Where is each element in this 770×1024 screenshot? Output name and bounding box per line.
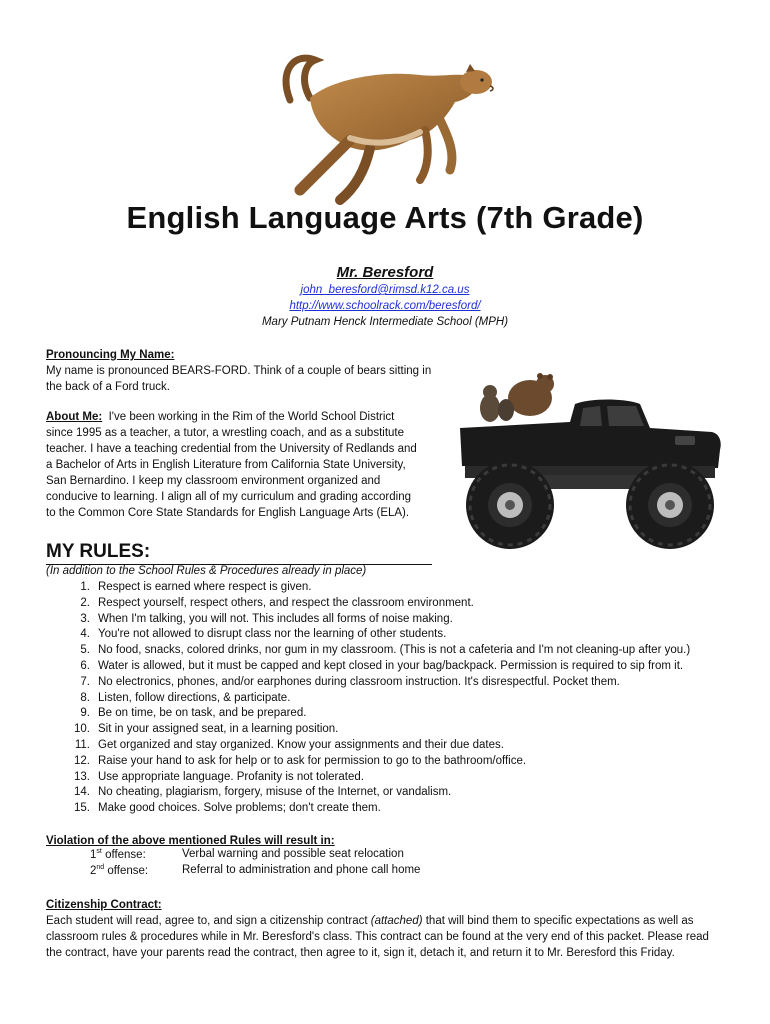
rule-item [46,738,746,754]
teacher-website-link[interactable]: http://www.schoolrack.com/beresford/ [289,300,481,312]
offense-label-text: offense: [105,848,146,861]
rule-text: Listen, follow directions, & participate. [98,691,291,704]
second-offense-result: Referral to administration and phone call home [182,864,421,876]
citizenship-emphasis: (attached) [370,915,423,927]
rule-text: Use appropriate language. Profanity is not tolerated. [98,770,364,783]
first-offense-result: Verbal warning and possible seat relocation [182,848,404,860]
rule-text: Be on time, be on task, and be prepared. [98,707,307,720]
rule-item [46,722,746,738]
rule-item [46,770,746,786]
rule-item [46,612,746,628]
first-offense-label [90,848,182,861]
about-line: San Bernardino. I keep my classroom environment organized and [46,475,381,487]
rule-number: 2. [80,596,90,609]
rule-item [46,801,746,817]
rule-item [46,754,746,770]
rule-item [46,675,746,691]
rule-number: 12. [74,754,90,767]
citizenship-section [46,897,746,961]
citizenship-line: the contract, have your parents read the contract, then agree to it, sign it, detach it, and return it to Mr. Beresford this Friday. [46,947,675,959]
rule-item [46,627,746,643]
about-heading: About Me: [46,411,103,423]
rule-number: 9. [80,707,90,720]
pronouncing-line: the back of a Ford truck. [46,381,171,393]
offense-ordinal: nd [96,864,105,871]
rule-number: 15. [74,802,90,815]
offense-number: 1 [90,848,97,861]
monster-truck-image [450,370,730,555]
about-line: to the Common Core State Standards for English Language Arts (ELA). [46,507,410,519]
citizenship-text: Each student will read, agree to, and sign a citizenship contract [46,915,371,927]
rule-number: 5. [80,644,90,657]
rule-item [46,691,746,707]
page-title: English Language Arts (7th Grade) [126,200,644,235]
about-section [46,409,446,521]
rule-text: Respect yourself, respect others, and respect the classroom environment. [98,596,474,609]
teacher-name: Mr. Beresford [336,264,434,281]
rules-subtitle: (In addition to the School Rules & Procedures already in place) [46,565,367,577]
rules-list [46,580,746,817]
pronouncing-heading: Pronouncing My Name: [46,349,175,361]
rule-item [46,580,746,596]
rule-item [46,706,746,722]
rule-number: 10. [74,723,90,736]
rule-number: 4. [80,628,90,641]
rule-text: Make good choices. Solve problems; don't create them. [98,802,381,815]
rule-text: Respect is earned where respect is given. [98,581,312,593]
rule-item [46,659,746,675]
citizenship-line: classroom rules & procedures while in Mr. Beresford's class. This contract can be found at the very end of this packet. Please read [46,931,709,943]
about-line: teacher. I have a teaching credential from the University of Redlands and [46,443,417,455]
teacher-email-link[interactable]: john_beresford@rimsd.k12.ca.us [300,284,470,296]
rule-number: 8. [80,691,90,704]
offense-label-text: offense: [107,864,149,877]
second-offense-row [90,864,420,877]
rule-item [46,643,746,659]
cougar-image [270,40,500,210]
second-offense-label [90,864,182,877]
rules-title: MY RULES: [46,540,432,565]
offense-number: 2 [90,864,97,877]
rule-number: 11. [74,738,90,751]
rule-text: When I'm talking, you will not. This includes all forms of noise making. [98,612,453,625]
rule-text: Water is allowed, but it must be capped and kept closed in your bag/backpack. Permission is required to sip from it. [98,659,684,672]
rule-text: Sit in your assigned seat, in a learning position. [98,723,339,736]
rule-text: No electronics, phones, and/or earphones during classroom instruction. It's disrespectful. Pocket them. [98,675,620,688]
rule-item [46,596,746,612]
citizenship-heading: Citizenship Contract: [46,899,162,911]
violation-heading: Violation of the above mentioned Rules will result in: [46,835,335,847]
about-line: a Bachelor of Arts in English Literature from California State University, [46,459,406,471]
rule-text: No food, snacks, colored drinks, nor gum in my classroom. (This is not a cafeteria and I'm not cleaning-up after you.) [98,644,691,657]
pronouncing-line: My name is pronounced BEARS-FORD. Think of a couple of bears sitting in [46,365,432,377]
about-line: I've been working in the Rim of the World School District [108,411,395,423]
rule-item [46,785,746,801]
rule-number: 6. [80,659,90,672]
offense-ordinal: st [96,848,102,855]
about-line: since 1995 as a teacher, a tutor, a wrestling coach, and as a substitute [46,427,404,439]
first-offense-row [90,848,404,861]
citizenship-text: that will bind them to specific expectations as well as [422,915,694,927]
rule-number: 1. [80,581,90,593]
rule-text: No cheating, plagiarism, forgery, misuse of the Internet, or vandalism. [98,786,452,799]
rule-number: 13. [74,770,90,783]
rule-text: Raise your hand to ask for help or to ask for permission to go to the bathroom/office. [98,754,527,767]
rule-number: 3. [80,612,90,625]
about-line: conducive to learning. I align all of my curriculum and grading according [46,491,412,503]
rule-number: 14. [74,786,90,799]
pronouncing-section [46,347,431,395]
citizenship-line [46,913,746,929]
rule-text: Get organized and stay organized. Know your assignments and their due dates. [98,738,504,751]
teacher-email-line [0,284,770,296]
rule-number: 7. [80,675,90,688]
teacher-website-line [0,300,770,312]
rule-text: You're not allowed to disrupt class nor the learning of other students. [98,628,447,641]
school-name: Mary Putnam Henck Intermediate School (MPH) [261,316,509,328]
